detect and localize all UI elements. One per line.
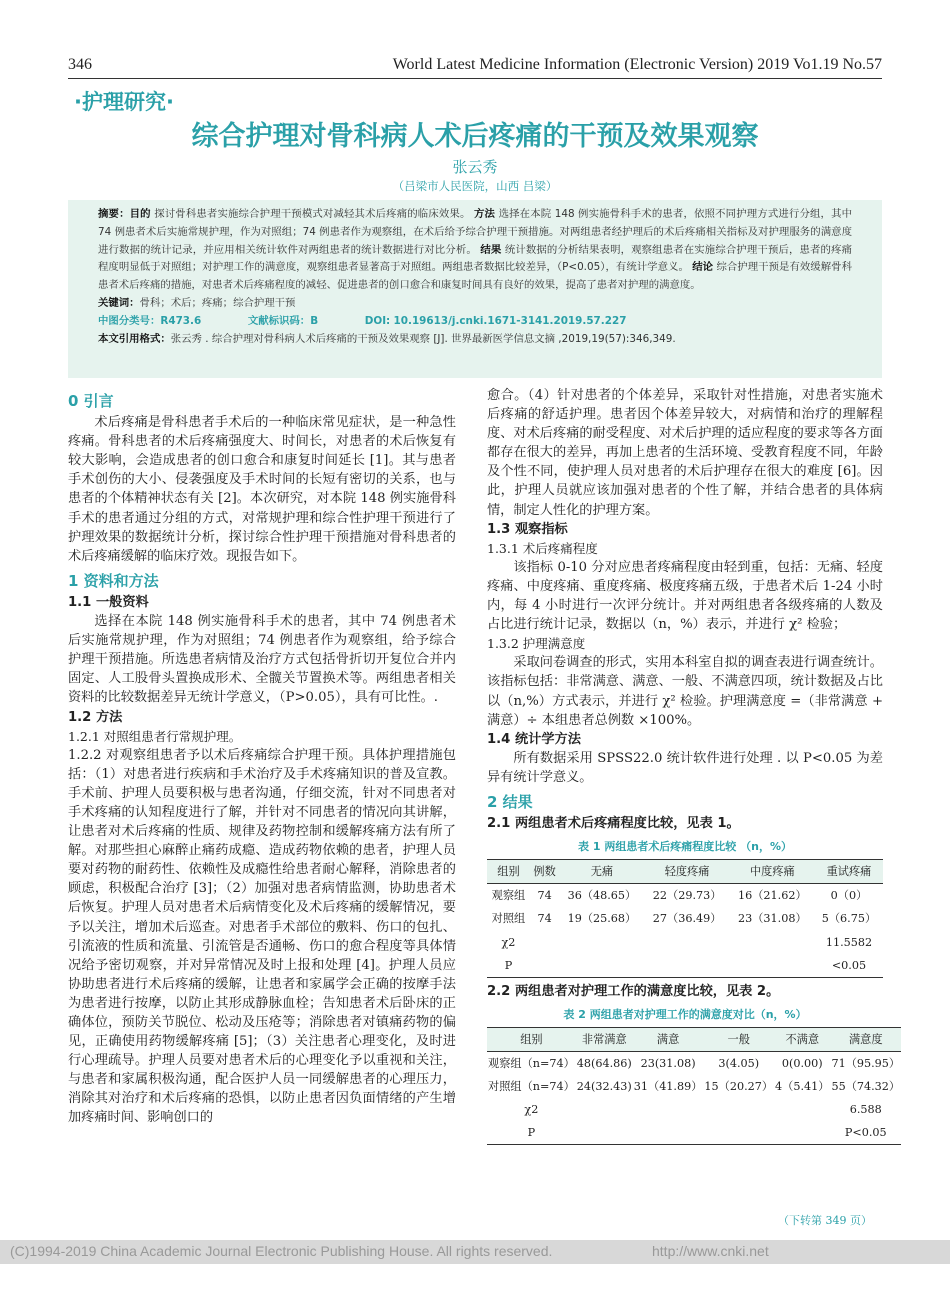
citation-text: 张云秀 . 综合护理对骨科病人术后疼痛的干预及效果观察 [J]. 世界最新医学信息文摘 ,2019,19(57):346,349. [170, 332, 676, 345]
copyright-text: (C)1994-2019 China Academic Journal Electronic Publishing House. All rights reserved. [10, 1243, 553, 1259]
table-cell: P<0.05 [830, 1121, 901, 1145]
table-cell: 观察组 [491, 889, 526, 903]
continued-note: （下转第 349 页） [778, 1214, 872, 1227]
table-cell: 11.5582 [825, 935, 873, 949]
table1 [487, 859, 883, 977]
keywords-label: 关键词： [98, 296, 140, 309]
keywords: 骨科；术后；疼痛；综合护理干预 [139, 296, 296, 309]
table-row [487, 1121, 901, 1145]
table2-header: 满意度 [830, 1027, 901, 1051]
table-cell: 3(4.05) [718, 1057, 760, 1070]
table-cell [530, 954, 559, 978]
objective-label: 目的 [129, 208, 151, 220]
table2-header: 非常满意 [576, 1027, 633, 1051]
classification-line [98, 313, 852, 331]
table-cell [774, 1121, 830, 1145]
method-continued: 愈合。（4）针对患者的个体差异，采取针对性措施，对患者实施术后疼痛的舒适护理。患者因个体差异较大，对病情和治疗的理解程度、对术后疼痛的耐受程度、对术后护理的适应程度的要求等各方面都存在很大的差异，再加上患者的生活环境、受教育程度不同，年龄及个性不同，使护理人员对患者的术后护理存在很大的难度 [6]。因此，护理人员就应该加强对患者的个性了解，并结合患者的具体病情，制定人性化的护理方案。 [487, 388, 883, 518]
heading-results: 2 结果 [487, 792, 533, 811]
abstract-result: 统计数据的分析结果表明，观察组患者在实施综合护理干预后，患者的疼痛程度明显低于对照组；对护理工作的满意度，观察组患者显著高于对照组。两组患者数据比较差异，（P<0.05），有统计学意义。 [98, 243, 852, 274]
page-number: 346 [68, 56, 92, 73]
abstract-text [98, 206, 852, 295]
pain-degree-paragraph: 该指标 0-10 分对应患者疼痛程度由轻到重，包括：无痛、轻度疼痛、中度疼痛、重度疼痛、极度疼痛五级，于患者术后 1-24 小时内，每 4 小时进行一次评分统计。并对两组患者各级疼痛的人数及占比进行统计记录，数据以（n，%）表示，并进行 χ² 检验； [487, 559, 883, 633]
table-cell: 48(64.86) [576, 1057, 632, 1070]
table-cell [559, 954, 644, 978]
table-cell: <0.05 [815, 954, 883, 978]
citation-line [98, 331, 852, 349]
table-cell: P [487, 954, 530, 978]
table-cell [530, 931, 559, 954]
table-cell [559, 931, 644, 954]
table1-header: 重试疼痛 [815, 860, 883, 884]
section-tag: ·护理研究· [74, 90, 174, 114]
method-122: 1.2.2 对观察组患者予以术后疼痛综合护理干预。具体护理措施包括：（1）对患者进行疾病和手术治疗及手术疼痛知识的普及宣教。手术前、护理人员要积极与患者沟通，仔细交流，针对不同患者对手术疼痛的认知程度进行了解，并针对不同患者的情况向其讲解，让患者对术后疼痛的性质、规律及药物控制和缓解疼痛方法有所了解。对那些担心麻醉止痛药成瘾、造成药物依赖的患者，护理人员要对药物的耐药性、依赖性及成瘾性给患者耐心解释，消除患者的顾虑，积极配合治疗 [3]；（2）加强对患者病情监测，协助患者术后恢复。护理人员对患者术后病情变化及术后疼痛的缓解情况，要予以关注，增加术后巡查。对患者手术部位的敷料、伤口的包扎、引流液的性质和流量、引流管是否通畅、伤口的愈合程度等具体情况给予密切观察，并对异常情况及时上报和处理 [4]。护理人员应协助患者进行术后疼痛的缓解，让患者和家属学会正确的按摩手法为患者进行按摩，以防止其形成静脉血栓；告知患者术后卧床的正确体位，预防关节脱位、松动及压疮等；消除患者对镇痛药物的偏见，正确使用药物缓解疼痛 [5]；（3）关注患者心理变化，及时进行心理疏导。护理人员要对患者术后的心理变化予以重视和关注，与患者和家属积极沟通，配合医护人员一同缓解患者的心理压力，消除其对治疗和术后疼痛的恐惧，以防止患者因负面情绪的产生增加疼痛时间、影响创口的 [68, 747, 456, 1126]
table-row [487, 1052, 901, 1076]
table1-header: 中度疼痛 [730, 860, 815, 884]
table-cell [703, 1121, 774, 1145]
table-cell: χ2 [524, 1103, 539, 1117]
table-cell: 55（74.32） [831, 1080, 901, 1094]
table1-header: 无痛 [559, 860, 644, 884]
table-cell: 74 [537, 889, 552, 903]
doi: 10.19613/j.cnki.1671-3141.2019.57.227 [393, 314, 627, 327]
abstract-method: 选择在本院 148 例实施骨科手术的患者，依照不同护理方式进行分组，其中 74 例患者术后实施常规护理，作为对照组；74 例患者作为观察组，在术后给予综合护理干预措施。对两组患者经护理后的术后疼痛相关指标及对护理服务的满意度进行数据的统计记录，并应用相关统计软件对两组患者的统计数据进行对比分析。 [98, 208, 853, 256]
author: 张云秀 [452, 158, 498, 176]
table2 [487, 1027, 901, 1145]
table-row [487, 1075, 901, 1098]
table-cell: 74 [537, 912, 552, 926]
table-cell: 0(0.00) [781, 1057, 823, 1070]
method-label: 方法 [474, 208, 496, 220]
article-title: 综合护理对骨科病人术后疼痛的干预及效果观察 [191, 121, 759, 152]
table-cell [730, 954, 815, 978]
table-cell: 19（25.68） [567, 912, 637, 926]
table1-header: 例数 [530, 860, 559, 884]
table-row [487, 1098, 901, 1121]
table2-header: 一般 [703, 1027, 774, 1051]
table-cell: 对照组 [491, 912, 526, 926]
table-cell: P [487, 1121, 576, 1145]
table-cell: χ2 [501, 935, 516, 949]
table-row [487, 907, 883, 930]
table-cell [703, 1098, 774, 1121]
table-cell [576, 1121, 633, 1145]
heading-materials-methods: 1 资料和方法 [68, 571, 159, 590]
table-cell [576, 1098, 633, 1121]
heading-general-data: 1.1 一般资料 [68, 594, 149, 610]
table-cell: 16（21.62） [738, 889, 807, 903]
table-row [487, 954, 883, 978]
table2-header: 满意 [633, 1027, 704, 1051]
table-cell [774, 1098, 830, 1121]
table-cell: 15（20.27） [704, 1080, 774, 1094]
table-cell: 0（0） [830, 889, 868, 903]
left-column [68, 386, 456, 1128]
table-cell: 24(32.43) [576, 1080, 632, 1094]
conclusion-label: 结论 [692, 261, 714, 274]
table2-header: 组别 [487, 1027, 576, 1051]
clc-label: 中图分类号： [98, 314, 161, 327]
table1-header: 组别 [487, 860, 530, 884]
table-cell [633, 1121, 704, 1145]
heading-satisfaction: 1.3.2 护理满意度 [487, 636, 586, 652]
keywords-line [98, 295, 852, 313]
heading-statistics: 1.4 统计学方法 [487, 731, 581, 747]
copyright-footer [0, 1240, 950, 1264]
table-cell: 4（5.41） [775, 1080, 830, 1094]
table1-header-row [487, 860, 883, 884]
doc-code-label: 文献标识码： [247, 314, 311, 327]
table1-header: 轻度疼痛 [645, 860, 730, 884]
abstract-box [68, 200, 882, 378]
heading-observation: 1.3 观察指标 [487, 521, 568, 537]
table-cell: 5（6.75） [821, 912, 877, 926]
result-22: 2.2 两组患者对护理工作的满意度比较，见表 2。 [487, 983, 780, 999]
heading-introduction: 0 引言 [68, 392, 114, 410]
table-row [487, 931, 883, 954]
table-cell: 22（29.73） [652, 889, 722, 903]
table-cell [645, 954, 730, 978]
affiliation: （吕梁市人民医院，山西 吕梁） [392, 179, 558, 193]
table2-header: 不满意 [774, 1027, 830, 1051]
abstract-label: 摘要： [98, 208, 130, 220]
statistics-paragraph: 所有数据采用 SPSS22.0 统计软件进行处理 . 以 P<0.05 为差异有统计学意义。 [487, 750, 883, 785]
table-cell: 23(31.08) [640, 1057, 696, 1070]
result-21: 2.1 两组患者术后疼痛程度比较，见表 1。 [487, 816, 740, 832]
abstract-conclusion: 综合护理干预是有效缓解骨科患者术后疼痛的措施，对患者术后疼痛程度的减轻、促进患者的创口愈合和康复时间具有良好的效果，提高了患者对护理的满意度。 [98, 261, 852, 292]
intro-paragraph: 术后疼痛是骨科患者手术后的一种临床常见症状，是一种急性疼痛。骨科患者的术后疼痛强度大、时间长，对患者的术后恢复有较大影响，会造成患者的创口愈合和康复时间延长 [1]。其与患者手术创伤的大小、侵袭强度及手术时间的长短有密切的关系，也与患者的个体精神状态有关 [2]。本次研究，对本院 148 例实施骨科手术的患者通过分组的方式，对常规护理和综合性护理干预进行了护理效果的数据统计分析，探讨综合性护理干预措施对骨科患者的术后疼痛缓解的临床疗效。现报告如下。 [68, 415, 456, 564]
table-cell: 观察组（n=74） [488, 1057, 575, 1070]
table-cell [645, 931, 730, 954]
table-cell: 对照组（n=74） [488, 1080, 575, 1094]
table-cell: 23（31.08） [738, 912, 807, 926]
right-column [487, 386, 901, 1145]
table-cell: 6.588 [849, 1103, 882, 1117]
table2-caption: 表 2 两组患者对护理工作的满意度对比（n，%） [563, 1007, 807, 1021]
footer-url[interactable]: http://www.cnki.net [652, 1243, 769, 1259]
table2-header-row [487, 1027, 901, 1051]
running-header [68, 56, 882, 79]
table-cell: 36（48.65） [567, 889, 637, 903]
citation-label: 本文引用格式： [98, 332, 171, 345]
result-label: 结果 [480, 243, 502, 256]
table-cell [730, 931, 815, 954]
heading-pain-degree: 1.3.1 术后疼痛程度 [487, 540, 598, 556]
journal-name: World Latest Medicine Information (Electronic Version) 2019 Vo1.19 No.57 [392, 56, 882, 73]
table-cell: 31（41.89） [633, 1080, 703, 1094]
table-cell: 27（36.49） [652, 912, 722, 926]
table-row [487, 884, 883, 908]
table-cell [633, 1098, 704, 1121]
satisfaction-paragraph: 采取问卷调查的形式，实用本科室自拟的调查表进行调查统计。该指标包括：非常满意、满意、一般、不满意四项，统计数据及占比以（n,%）方式表示，并进行 χ² 检验。护理满意度 =（非常满意 + 满意）÷ 本组患者总例数 ×100%。 [487, 655, 883, 728]
method-121: 1.2.1 对照组患者行常规护理。 [68, 728, 242, 744]
doi-label: DOI: [364, 314, 391, 327]
doc-code: B [310, 314, 319, 327]
clc-code: R473.6 [160, 314, 202, 327]
general-data-paragraph: 选择在本院 148 例实施骨科手术的患者，其中 74 例患者术后实施常规护理，作为对照组；74 例患者作为观察组，给予综合护理干预措施。所选患者病情及治疗方式包括骨折切开复位合并内固定、人工股骨头置换成形术、全髋关节置换术等。两组患者相关资料的比较数据差异无统计学意义，（P>0.05），具有可比性。. [68, 614, 456, 706]
table1-caption: 表 1 两组患者术后疼痛程度比较 （n，%） [578, 840, 792, 854]
abstract-objective: 探讨骨科患者实施综合护理干预模式对减轻其术后疼痛的临床效果。 [154, 208, 471, 220]
heading-methods: 1.2 方法 [68, 709, 123, 725]
table-cell: 71（95.95） [831, 1057, 901, 1070]
